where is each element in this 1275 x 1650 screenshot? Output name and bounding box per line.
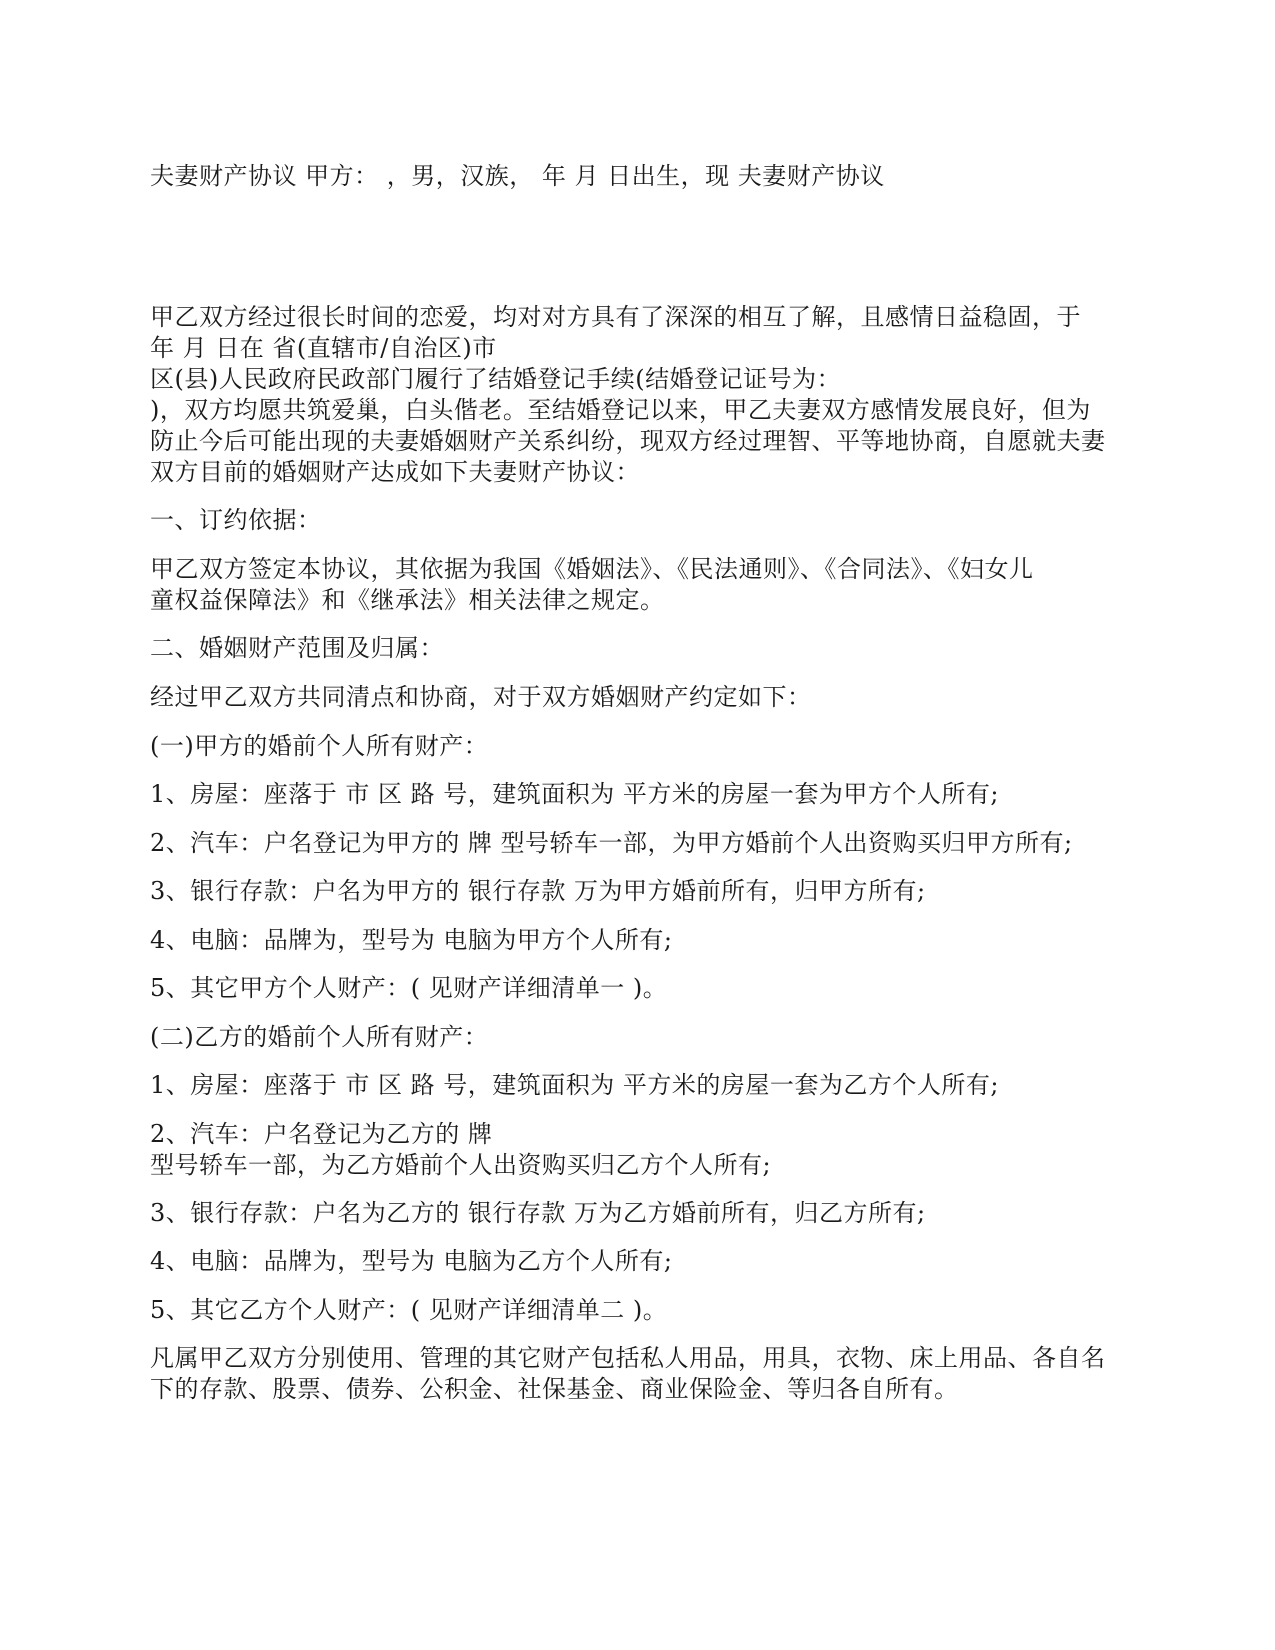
- party-b-item: 5、其它乙方个人财产：( 见财产详细清单二 )。: [150, 1296, 668, 1324]
- intro-line: 双方目前的婚姻财产达成如下夫妻财产协议：: [150, 458, 640, 486]
- section1-heading: 一、订约依据：: [150, 506, 322, 534]
- intro-line: 甲乙双方经过很长时间的恋爱，均对对方具有了深深的相互了解，且感情日益稳固，于: [150, 303, 1081, 331]
- party-a-item: 2、汽车：户名登记为甲方的 牌 型号轿车一部，为甲方婚前个人出资购买归甲方所有;: [150, 829, 1073, 857]
- intro-line: 区(县)人民政府民政部门履行了结婚登记手续(结婚登记证号为：: [150, 365, 842, 393]
- party-a-heading: (一)甲方的婚前个人所有财产：: [150, 732, 489, 760]
- party-b-item: 3、银行存款：户名为乙方的 银行存款 万为乙方婚前所有，归乙方所有;: [150, 1199, 926, 1227]
- closing-line: 下的存款、股票、债券、公积金、社保基金、商业保险金、等归各自所有。: [150, 1375, 959, 1403]
- party-b-item: 4、电脑：品牌为，型号为 电脑为乙方个人所有;: [150, 1247, 673, 1275]
- section1-body-line: 童权益保障法》和《继承法》相关法律之规定。: [150, 586, 665, 614]
- intro-line: 年 月 日在 省(直辖市/自治区)市: [150, 334, 497, 362]
- closing-line: 凡属甲乙双方分别使用、管理的其它财产包括私人用品，用具，衣物、床上用品、各自名: [150, 1344, 1106, 1372]
- party-a-item: 3、银行存款：户名为甲方的 银行存款 万为甲方婚前所有，归甲方所有;: [150, 877, 926, 905]
- section2-intro: 经过甲乙双方共同清点和协商，对于双方婚姻财产约定如下：: [150, 683, 812, 711]
- section1-body-line: 甲乙双方签定本协议，其依据为我国《婚姻法》、《民法通则》、《合同法》、《妇女儿: [150, 555, 1034, 583]
- party-a-item: 4、电脑：品牌为，型号为 电脑为甲方个人所有;: [150, 926, 673, 954]
- party-b-item: 2、汽车：户名登记为乙方的 牌: [150, 1120, 493, 1148]
- party-a-item: 1、房屋：座落于 市 区 路 号，建筑面积为 平方米的房屋一套为甲方个人所有;: [150, 780, 999, 808]
- document-title-line: 夫妻财产协议 甲方： ，男，汉族， 年 月 日出生，现 夫妻财产协议: [150, 162, 885, 190]
- party-a-item: 5、其它甲方个人财产：( 见财产详细清单一 )。: [150, 974, 668, 1002]
- intro-line: )，双方均愿共筑爱巢，白头偕老。至结婚登记以来，甲乙夫妻双方感情发展良好，但为: [150, 396, 1091, 424]
- section2-heading: 二、婚姻财产范围及归属：: [150, 634, 444, 662]
- party-b-heading: (二)乙方的婚前个人所有财产：: [150, 1023, 489, 1051]
- intro-line: 防止今后可能出现的夫妻婚姻财产关系纠纷，现双方经过理智、平等地协商，自愿就夫妻: [150, 427, 1106, 455]
- party-b-item: 1、房屋：座落于 市 区 路 号，建筑面积为 平方米的房屋一套为乙方个人所有;: [150, 1071, 999, 1099]
- party-b-item-continued: 型号轿车一部，为乙方婚前个人出资购买归乙方个人所有;: [150, 1151, 772, 1179]
